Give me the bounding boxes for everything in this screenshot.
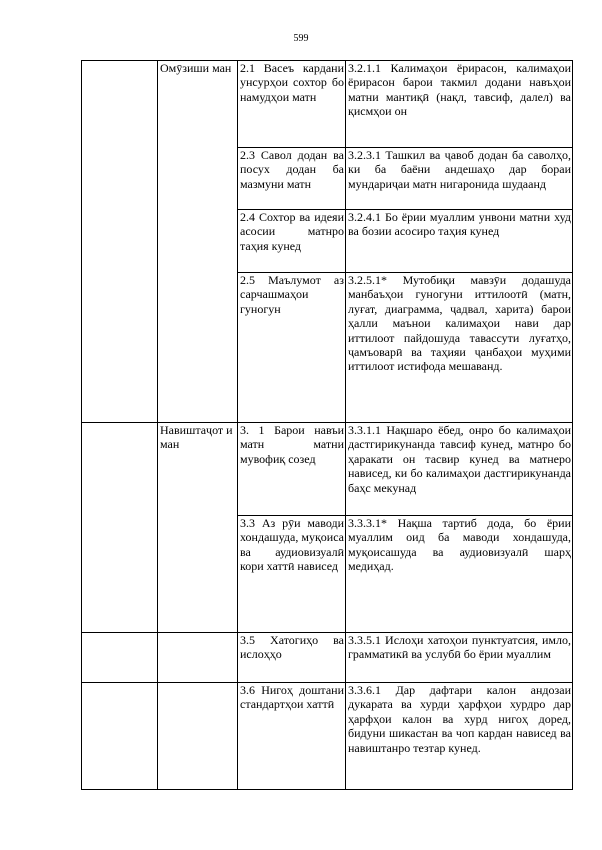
outcome-cell: 3.3.1.1 Нақшаро ёбед, онро бо калимаҳои дастгирикунанда тавсиф кунед, матнро бо ҳаракати он тасвир кунед ва матнеро нависед, ки бо калимаҳои дастгирикунанда баҳс мекунад xyxy=(346,423,573,516)
subject-area-cell: Омӯзиши ман xyxy=(158,61,238,423)
table-row xyxy=(82,633,573,683)
empty-cell xyxy=(82,423,158,633)
outcome-cell: 3.2.3.1 Ташкил ва ҷавоб додан ба саволҳо, ки ба баёни андешаҳо дар бораи мундариҷаи матн нигаронида шудаанд xyxy=(346,148,573,210)
skill-cell: 3.3 Аз рӯи маводи хондашуда, муқоиса ва аудиовизуалӣ кори хаттӣ нависед xyxy=(238,516,346,633)
empty-cell xyxy=(82,633,158,683)
skill-cell: 3.5 Хатогиҳо ва ислоҳҳо xyxy=(238,633,346,683)
outcome-cell: 3.3.3.1* Нақша тартиб дода, бо ёрии муаллим оид ба маводи хондашуда, муқоисашуда ва аудиовизуалӣ шарҳ медиҳад. xyxy=(346,516,573,633)
skill-cell: 2.5 Маълумот аз сарчашмаҳои гуногун xyxy=(238,273,346,423)
skill-cell: 2.4 Сохтор ва идеяи асосии матнро таҳия кунед xyxy=(238,210,346,273)
subject-area-cell: Навиштаҷот и ман xyxy=(158,423,238,633)
outcome-cell: 3.3.6.1 Дар дафтари калон андозаи дукарата ва хурди ҳарфҳои хурдро дар ҳарфҳои калон ва хурд нигоҳ доред, бидуни шикастан ва чоп кардан нависед ва навиштанро тезтар кунед. xyxy=(346,683,573,790)
subject-area-cell xyxy=(158,683,238,790)
skill-cell: 3.6 Нигоҳ доштани стандартҳои хаттӣ xyxy=(238,683,346,790)
skill-cell: 3. 1 Барои навъи матн матни мувофиқ созед xyxy=(238,423,346,516)
empty-cell xyxy=(82,61,158,423)
outcome-cell: 3.2.1.1 Калимаҳои ёрирасон, калимаҳои ёрирасон барои такмил додани навъҳои матни мантиқӣ (нақл, тавсиф, далел) ва қисмҳои он xyxy=(346,61,573,148)
table-row xyxy=(82,423,573,516)
outcome-cell: 3.2.4.1 Бо ёрии муаллим унвони матни худ ва бозии асосиро таҳия кунед xyxy=(346,210,573,273)
empty-cell xyxy=(82,683,158,790)
curriculum-table xyxy=(81,60,573,790)
subject-area-cell xyxy=(158,633,238,683)
skill-cell: 2.1 Васеъ кардани унсурҳои сохтор бо намудҳои матн xyxy=(238,61,346,148)
page-number: 599 xyxy=(293,33,309,44)
outcome-cell: 3.3.5.1 Ислоҳи хатоҳои пунктуатсия, имло, грамматикӣ ва услубӣ бо ёрии муаллим xyxy=(346,633,573,683)
skill-cell: 2.3 Савол додан ва посух додан ба мазмуни матн xyxy=(238,148,346,210)
table-row xyxy=(82,61,573,148)
outcome-cell: 3.2.5.1* Мутобиқи мавзӯи додашуда манбаъҳои гуногуни иттилоотӣ (матн, луғат, диаграмма, ҷадвал, харита) барои ҳалли маънои калимаҳои нави дар иттилоот пайдошуда тавассути луғатҳо, ҷамъоварӣ ва таҳияи ҷанбаҳои муҳими иттилоот истифода мешаванд. xyxy=(346,273,573,423)
table-row xyxy=(82,683,573,790)
